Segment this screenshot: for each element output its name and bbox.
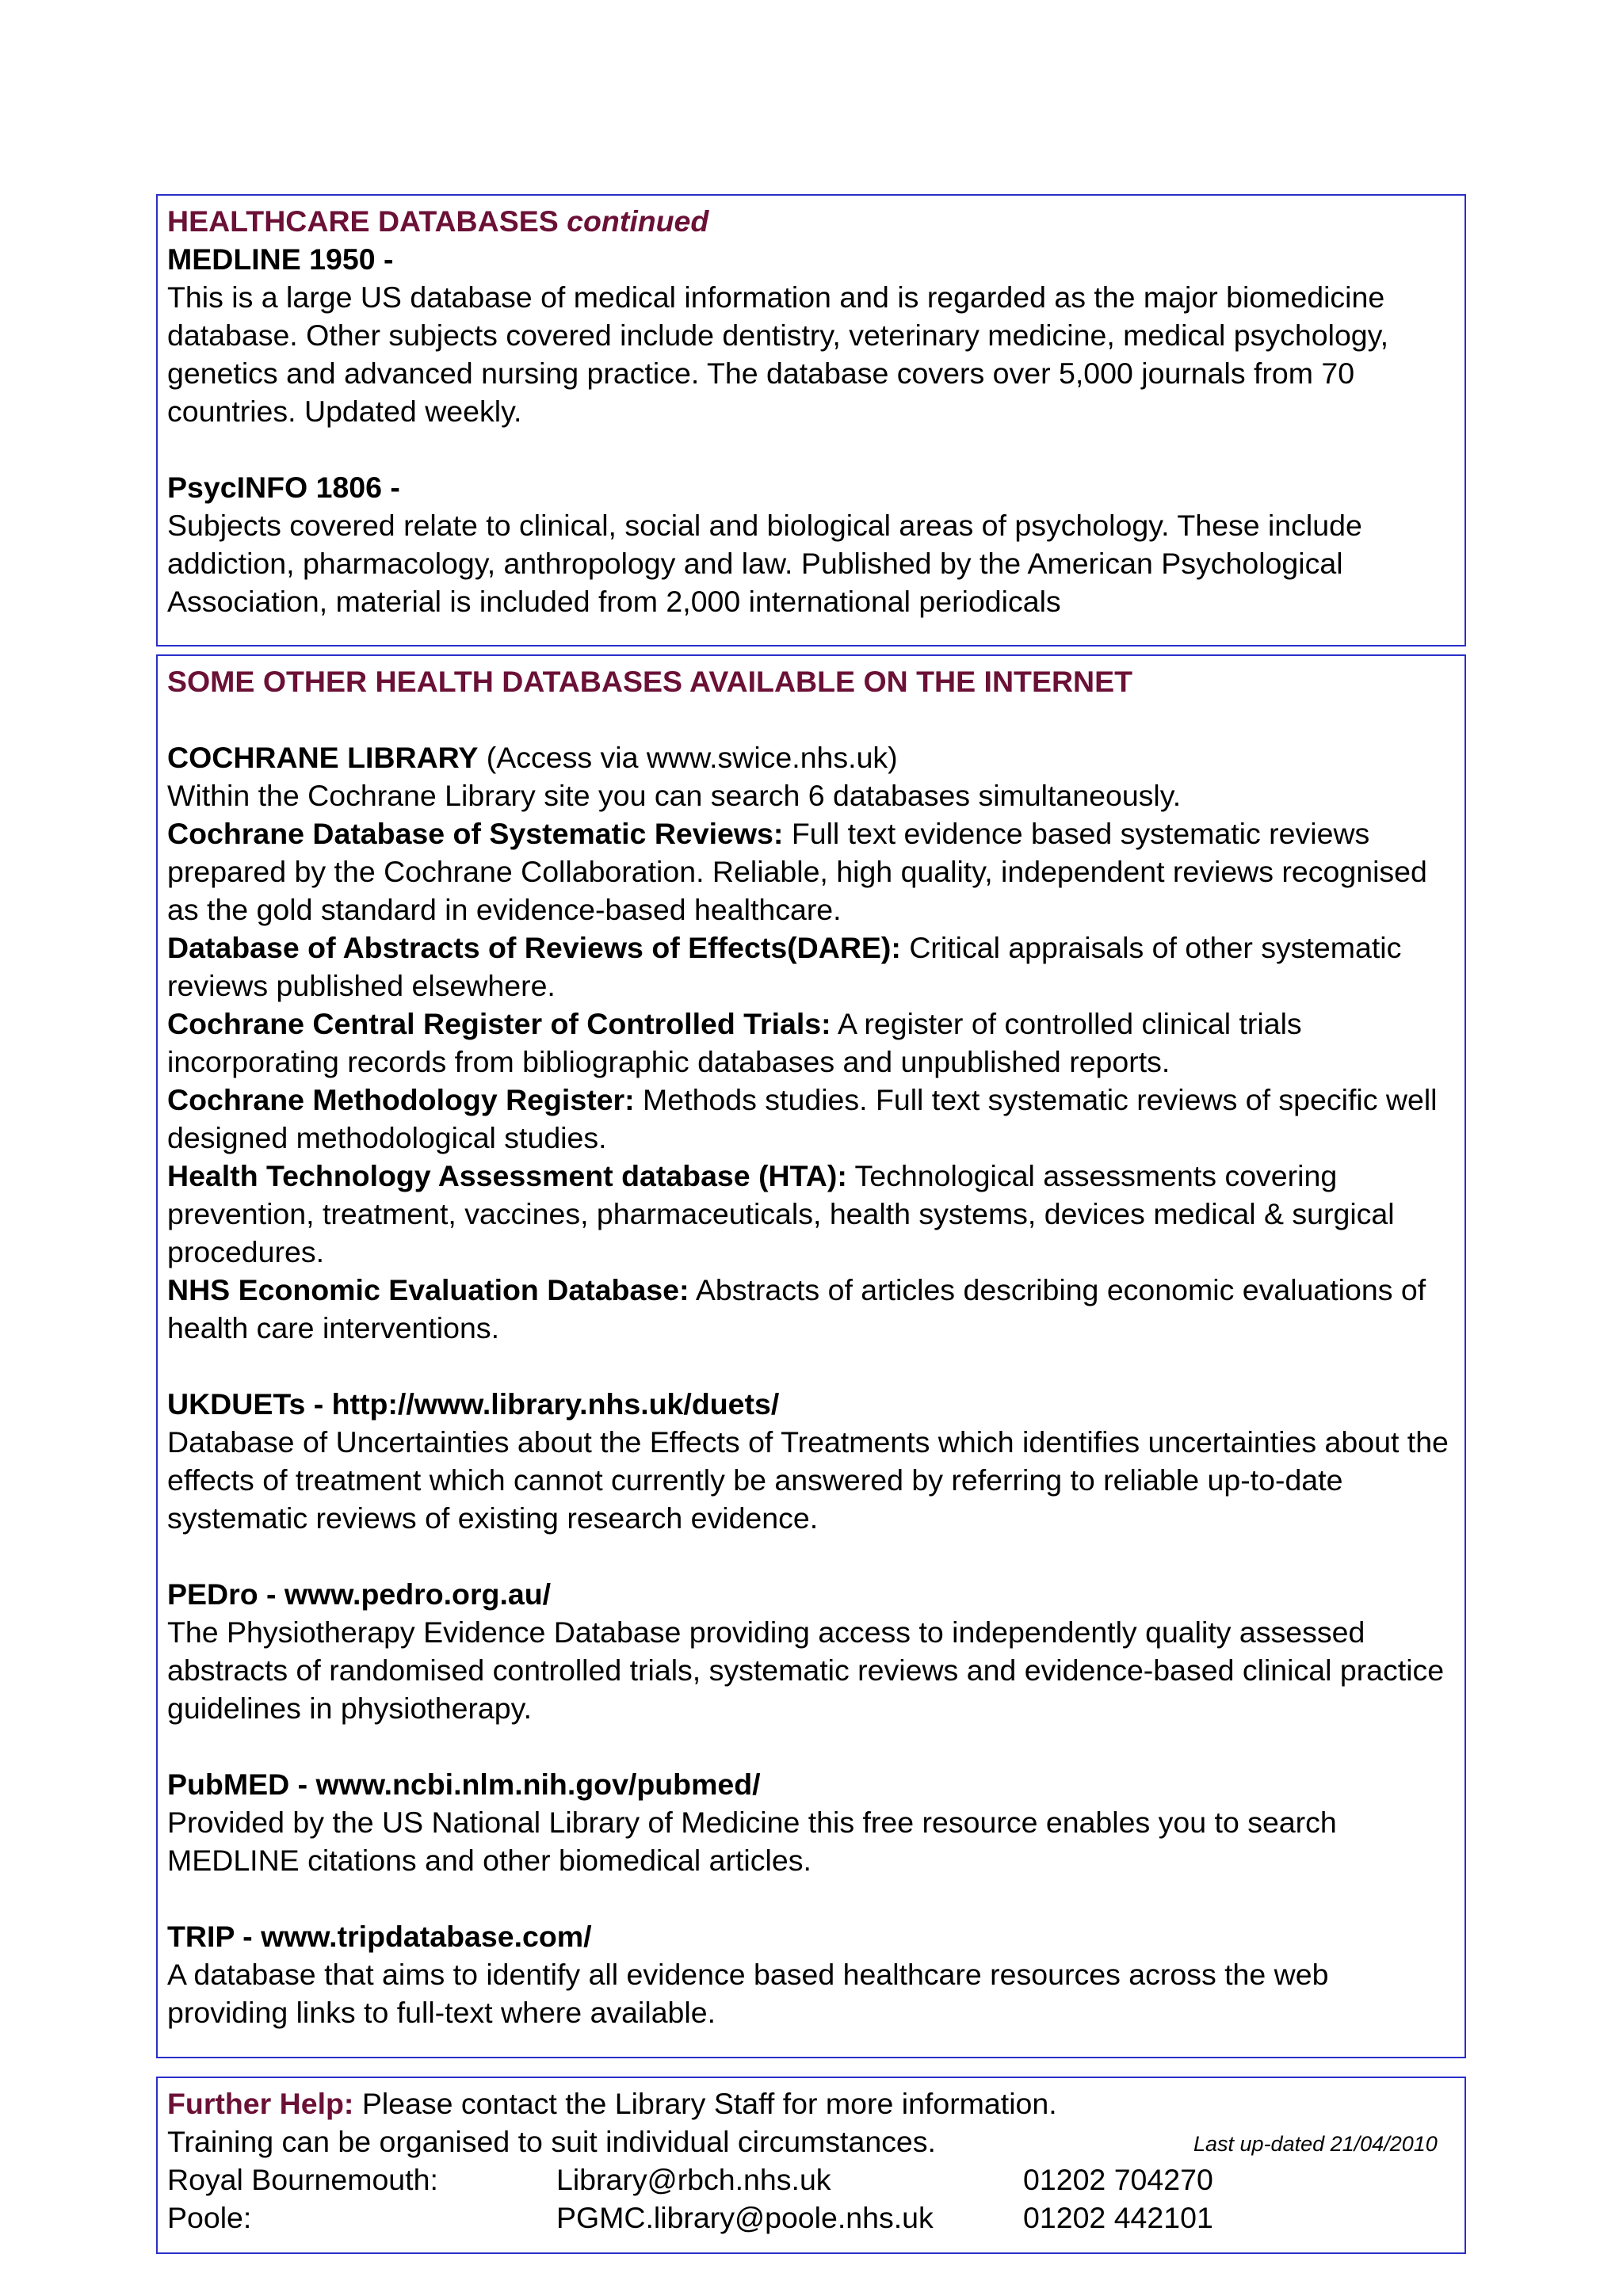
trip-description: A database that aims to identify all evidence based healthcare resources across the web providing links to full-text where available. bbox=[167, 1958, 1329, 2029]
section-title-other-databases: SOME OTHER HEALTH DATABASES AVAILABLE ON THE INTERNET bbox=[167, 665, 1133, 698]
cochrane-entry-label: Health Technology Assessment database (HTA): bbox=[167, 1159, 847, 1192]
contact-phone: 01202 704270 bbox=[1023, 2163, 1213, 2196]
cochrane-entry-text: Abstracts of articles describing economic evaluations of health care interventions. bbox=[167, 1273, 1426, 1344]
cochrane-entry bbox=[167, 929, 1457, 1005]
cochrane-entry-text: Critical appraisals of other systematic reviews published elsewhere. bbox=[167, 931, 1402, 1002]
further-help-label: Further Help: bbox=[167, 2087, 354, 2120]
psycinfo-description: Subjects covered relate to clinical, social and biological areas of psychology. These include addiction, pharmacology, anthropology and law. Published by the American Psychological Association, material is included from 2,000 international periodicals bbox=[167, 509, 1362, 618]
cochrane-entry bbox=[167, 1157, 1457, 1271]
cochrane-entry-text: A register of controlled clinical trials incorporating records from bibliographic databases and unpublished reports. bbox=[167, 1007, 1302, 1078]
ukduets-description: Database of Uncertainties about the Effects of Treatments which identifies uncertainties about the effects of treatment which cannot currently be answered by referring to reliable up-to-date systematic reviews of existing research evidence. bbox=[167, 1425, 1449, 1535]
training-text: Training can be organised to suit individual circumstances. bbox=[167, 2125, 936, 2158]
other-health-databases-box bbox=[156, 654, 1466, 2058]
contact-row bbox=[167, 2161, 1457, 2199]
further-help-text: Please contact the Library Staff for more information. bbox=[353, 2087, 1057, 2120]
cochrane-entry bbox=[167, 1005, 1457, 1081]
pedro-description: The Physiotherapy Evidence Database providing access to independently quality assessed abstracts of randomised controlled trials, systematic reviews and evidence-based clinical practice guidelines in physiotherapy. bbox=[167, 1615, 1445, 1725]
trip-heading: TRIP - www.tripdatabase.com/ bbox=[167, 1920, 592, 1953]
contact-row bbox=[167, 2199, 1457, 2237]
pubmed-heading: PubMED - www.ncbi.nlm.nih.gov/pubmed/ bbox=[167, 1768, 761, 1801]
contact-site: Royal Bournemouth: bbox=[167, 2163, 438, 2196]
cochrane-entry bbox=[167, 1271, 1457, 1347]
cochrane-entry-text: Full text evidence based systematic reviews prepared by the Cochrane Collaboration. Reliable, high quality, independent reviews recognised as the gold standard in evidence-based healthcare. bbox=[167, 817, 1427, 926]
title-continued: continued bbox=[567, 204, 709, 238]
cochrane-entry bbox=[167, 814, 1457, 929]
last-updated: Last up-dated 21/04/2010 bbox=[1193, 2132, 1438, 2156]
ukduets-heading: UKDUETs - http://www.library.nhs.uk/duets/ bbox=[167, 1387, 780, 1421]
further-help-line bbox=[167, 2084, 1457, 2122]
contact-email: PGMC.library@poole.nhs.uk bbox=[556, 2201, 934, 2234]
cochrane-heading: COCHRANE LIBRARY bbox=[167, 741, 479, 774]
further-help-box bbox=[156, 2077, 1466, 2254]
training-row bbox=[167, 2122, 1457, 2161]
medline-heading: MEDLINE 1950 - bbox=[167, 242, 394, 276]
cochrane-access: (Access via www.swice.nhs.uk) bbox=[478, 741, 898, 774]
pedro-heading: PEDro - www.pedro.org.au/ bbox=[167, 1577, 552, 1611]
cochrane-entry-text: Methods studies. Full text systematic reviews of specific well designed methodological studies. bbox=[167, 1083, 1438, 1154]
cochrane-entry-label: Cochrane Methodology Register: bbox=[167, 1083, 635, 1116]
healthcare-databases-box bbox=[156, 194, 1466, 646]
cochrane-entry-label: Cochrane Central Register of Controlled Trials: bbox=[167, 1007, 831, 1040]
cochrane-entry bbox=[167, 1081, 1457, 1157]
cochrane-entry-label: NHS Economic Evaluation Database: bbox=[167, 1273, 689, 1306]
cochrane-intro: Within the Cochrane Library site you can search 6 databases simultaneously. bbox=[167, 779, 1182, 812]
contact-site: Poole: bbox=[167, 2201, 252, 2234]
contact-phone: 01202 442101 bbox=[1023, 2201, 1213, 2234]
cochrane-heading-line bbox=[167, 738, 1457, 776]
cochrane-entry-text: Technological assessments covering prevention, treatment, vaccines, pharmaceuticals, health systems, devices medical & surgical procedures. bbox=[167, 1159, 1395, 1268]
cochrane-entry-label: Database of Abstracts of Reviews of Effects(DARE): bbox=[167, 931, 901, 964]
cochrane-entry-label: Cochrane Database of Systematic Reviews: bbox=[167, 817, 784, 850]
section-title-healthcare-databases: HEALTHCARE DATABASES continued bbox=[167, 204, 709, 238]
pubmed-description: Provided by the US National Library of Medicine this free resource enables you to search MEDLINE citations and other biomedical articles. bbox=[167, 1806, 1337, 1877]
contact-email: Library@rbch.nhs.uk bbox=[556, 2163, 831, 2196]
psycinfo-heading: PsycINFO 1806 - bbox=[167, 471, 400, 504]
medline-description: This is a large US database of medical information and is regarded as the major biomedicine database. Other subjects covered include dentistry, veterinary medicine, medical psychology, genetics and advanced nursing practice. The database covers over 5,000 journals from 70 countries. Updated weekly. bbox=[167, 280, 1389, 428]
